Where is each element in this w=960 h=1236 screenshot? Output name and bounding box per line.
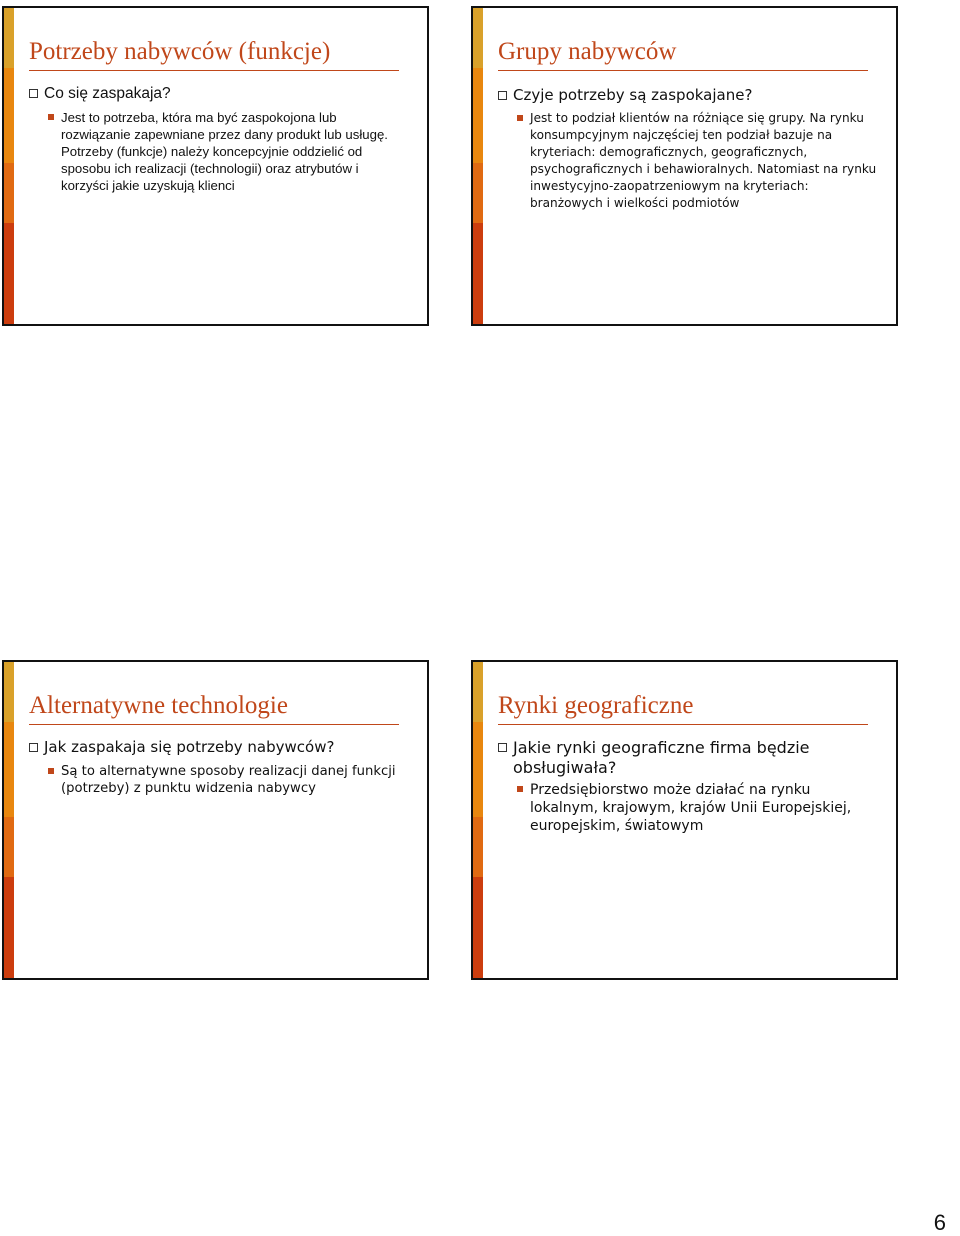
slide-sub-bullet: [48, 109, 409, 194]
sub-bullet-text: Jest to podział klientów na różniące się grupy. Na rynku konsumpcyjnym najczęściej ten podział bazuje na kryteriach: demograficznych, geograficznych, psychograficznych i behawioralnych. Natomiast na rynku inwestycyjno-zaopatrzeniowym na kryteriach: branżowych i wielkości podmiotów: [530, 111, 877, 210]
filled-square-bullet-icon: [517, 115, 523, 121]
filled-square-bullet-icon: [48, 114, 54, 120]
slide-alternatywne-technologie: [2, 660, 429, 980]
hollow-square-bullet-icon: [29, 89, 38, 98]
sub-bullet-text: Są to alternatywne sposoby realizacji danej funkcji (potrzeby) z punktu widzenia nabywcy: [61, 764, 396, 796]
slide-sub-bullet: [48, 763, 409, 797]
page-number: 6: [933, 1210, 946, 1235]
bullet-text: Jakie rynki geograficzne firma będzie obsługiwała?: [513, 738, 810, 777]
filled-square-bullet-icon: [48, 768, 54, 774]
slide-title: Potrzeby nabywców (funkcje): [29, 38, 399, 71]
slide-bullet: [498, 738, 882, 778]
slide-title: Alternatywne technologie: [29, 692, 399, 725]
filled-square-bullet-icon: [517, 786, 523, 792]
sub-bullet-text: Przedsiębiorstwo może działać na rynku lokalnym, krajowym, krajów Unii Europejskiej, europejskim, światowym: [530, 782, 852, 834]
hollow-square-bullet-icon: [498, 91, 507, 100]
sub-bullet-text: Jest to potrzeba, która ma być zaspokojona lub rozwiązanie zapewniane przez dany produkt lub usługę. Potrzeby (funkcje) należy koncepcyjnie oddzielić od sposobu ich realizacji (technologii) oraz atrybutów i korzyści jakie uzyskują klienci: [61, 110, 388, 193]
slide-rynki-geograficzne: [471, 660, 898, 980]
slide-grupy-nabywcow: [471, 6, 898, 326]
slide-accent-bar: [4, 8, 14, 324]
bullet-text: Czyje potrzeby są zaspokajane?: [513, 86, 753, 104]
slide-title: Rynki geograficzne: [498, 692, 868, 725]
hollow-square-bullet-icon: [498, 743, 507, 752]
hollow-square-bullet-icon: [29, 743, 38, 752]
slide-bullet: [29, 738, 413, 757]
slide-bullet: [29, 84, 413, 103]
slide-accent-bar: [473, 662, 483, 978]
slide-sub-bullet: [517, 781, 878, 835]
slide-title: Grupy nabywców: [498, 38, 868, 71]
bullet-text: Co się zaspakaja?: [44, 85, 171, 102]
slide-accent-bar: [473, 8, 483, 324]
slide-potrzeby-nabywcow: [2, 6, 429, 326]
slide-bullet: [498, 86, 882, 105]
bullet-text: Jak zaspakaja się potrzeby nabywców?: [44, 738, 335, 756]
slide-sub-bullet: [517, 110, 878, 212]
slide-accent-bar: [4, 662, 14, 978]
